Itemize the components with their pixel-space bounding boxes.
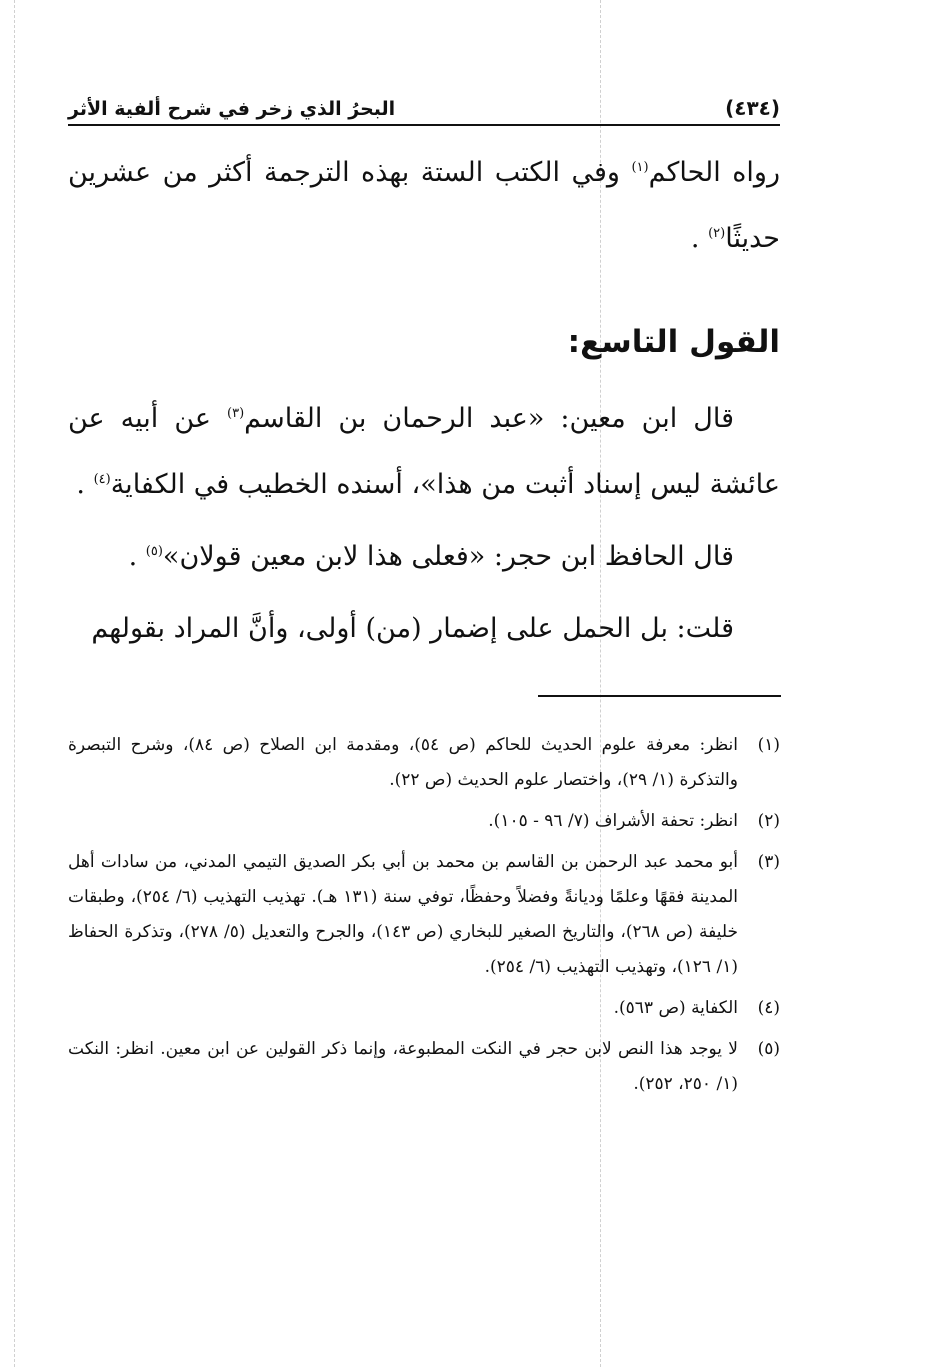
footnote-2 — [68, 804, 780, 839]
footnote-number: (٤) — [757, 998, 780, 1018]
paragraph-1: رواه الحاكم$^{(١)}$ وفي الكتب الستة بهذه الترجمة أكثر من عشرين حديثًا$^{(٢)}$ . — [68, 157, 780, 254]
footnote-text: لا يوجد هذا النص لابن حجر في النكت المطبوعة، وإنما ذكر القولين عن ابن معين. انظر: النكت (١/ ٢٥٠، ٢٥٢). — [68, 1039, 738, 1094]
page-number: (٤٣٤) — [725, 96, 780, 120]
footnote-ref-1: (١) — [631, 160, 649, 175]
footnote-1 — [68, 728, 780, 798]
footnote-5 — [68, 1032, 780, 1102]
paragraph-3: قال الحافظ ابن حجر: «فعلى هذا لابن معين قولان»$^{(٥)}$ . — [128, 541, 734, 572]
footnote-ref-3: (٣) — [227, 406, 245, 421]
footnote-ref-5: (٥) — [145, 544, 163, 559]
footnote-ref-4: (٤) — [93, 472, 111, 487]
footnote-number: (١) — [757, 735, 780, 755]
paragraph-4: قلت: بل الحمل على إضمار (من) أولى، وأنَّ المراد بقولهم — [91, 613, 734, 644]
paragraph-2: قال ابن معين: «عبد الرحمان بن القاسم$^{(٣)}$ عن أبيه عن عائشة ليس إسناد أثبت من هذا»، أسنده الخطيب في الكفاية$^{(٤)}$ . — [68, 403, 780, 500]
main-text — [68, 140, 780, 662]
footnote-text: الكفاية (ص ٥٦٣). — [613, 998, 738, 1018]
footnote-ref-2: (٢) — [708, 226, 726, 241]
book-title: البحرُ الذي زخر في شرح ألفية الأثر — [68, 98, 396, 120]
footnote-4 — [68, 991, 780, 1026]
footnote-separator — [538, 695, 781, 697]
footnote-text: أبو محمد عبد الرحمن بن القاسم بن محمد بن أبي بكر الصديق التيمي المدني، من سادات أهل المدينة فقهًا وعلمًا وديانةً وفضلاً وحفظًا، توفي سنة (١٣١ هـ). تهذيب التهذيب (٦/ ٢٥٤)، وطبقات خليفة (ص ٢٦٨)، والتاريخ الصغير للبخاري (ص ١٤٣)، والجرح والتعديل (٥/ ٢٧٨)، وتذكرة الحفاظ (١/ ١٢٦)، وتهذيب التهذيب (٦/ ٢٥٤). — [68, 852, 738, 977]
footnote-number: (٢) — [757, 811, 780, 831]
page — [68, 80, 780, 662]
running-header — [68, 80, 780, 126]
footnote-3 — [68, 845, 780, 985]
scan-fold-line-left — [14, 0, 15, 1367]
footnotes — [68, 728, 780, 1108]
footnote-text: انظر: معرفة علوم الحديث للحاكم (ص ٥٤)، ومقدمة ابن الصلاح (ص ٨٤)، وشرح التبصرة والتذكرة (١/ ٢٩)، واختصار علوم الحديث (ص ٢٢). — [68, 735, 738, 790]
footnote-number: (٥) — [757, 1039, 780, 1059]
footnote-number: (٣) — [757, 852, 780, 872]
footnote-text: انظر: تحفة الأشراف (٧/ ٩٦ - ١٠٥). — [488, 811, 738, 831]
section-heading: القول التاسع: — [567, 324, 780, 360]
